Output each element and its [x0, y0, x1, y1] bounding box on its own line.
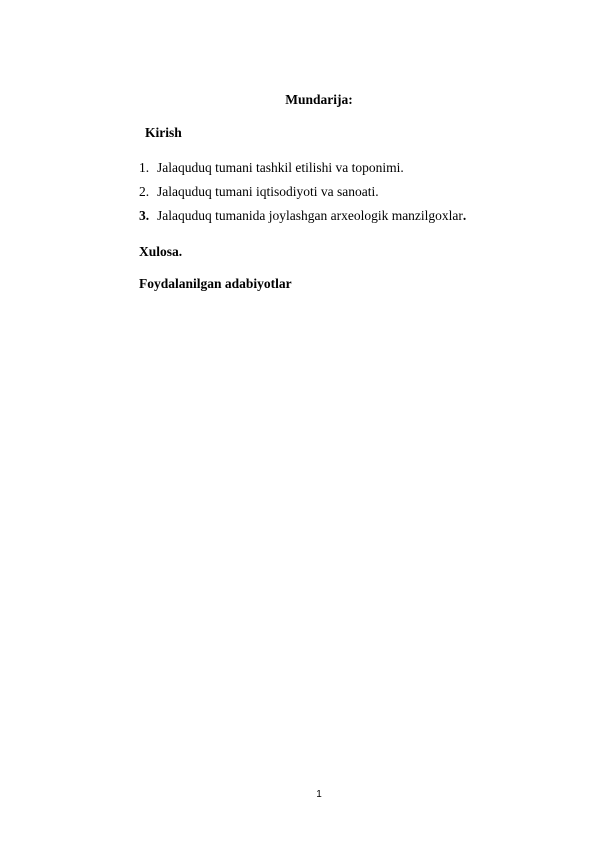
page-number: 1 [316, 789, 322, 800]
toc-item-text: Jalaquduq tumani iqtisodiyoti va sanoati. [157, 184, 379, 199]
toc-conclusion: Xulosa. [139, 244, 183, 259]
toc-item-number: 3. [139, 208, 150, 223]
toc-references: Foydalanilgan adabiyotlar [139, 276, 292, 291]
toc-item-number: 1. [139, 160, 150, 175]
toc-item-text: Jalaquduq tumani tashkil etilishi va toponimi. [157, 160, 404, 175]
toc-item [139, 184, 466, 208]
table-of-contents [139, 160, 466, 232]
toc-introduction: Kirish [145, 125, 182, 140]
toc-item-period: . [462, 208, 467, 223]
toc-item-text: Jalaquduq tumanida joylashgan arxeologik manzilgoxlar [157, 208, 463, 223]
toc-item [139, 160, 466, 184]
toc-item-number: 2. [139, 184, 150, 199]
toc-item [139, 208, 466, 232]
page-title: Mundarija: [285, 92, 353, 107]
